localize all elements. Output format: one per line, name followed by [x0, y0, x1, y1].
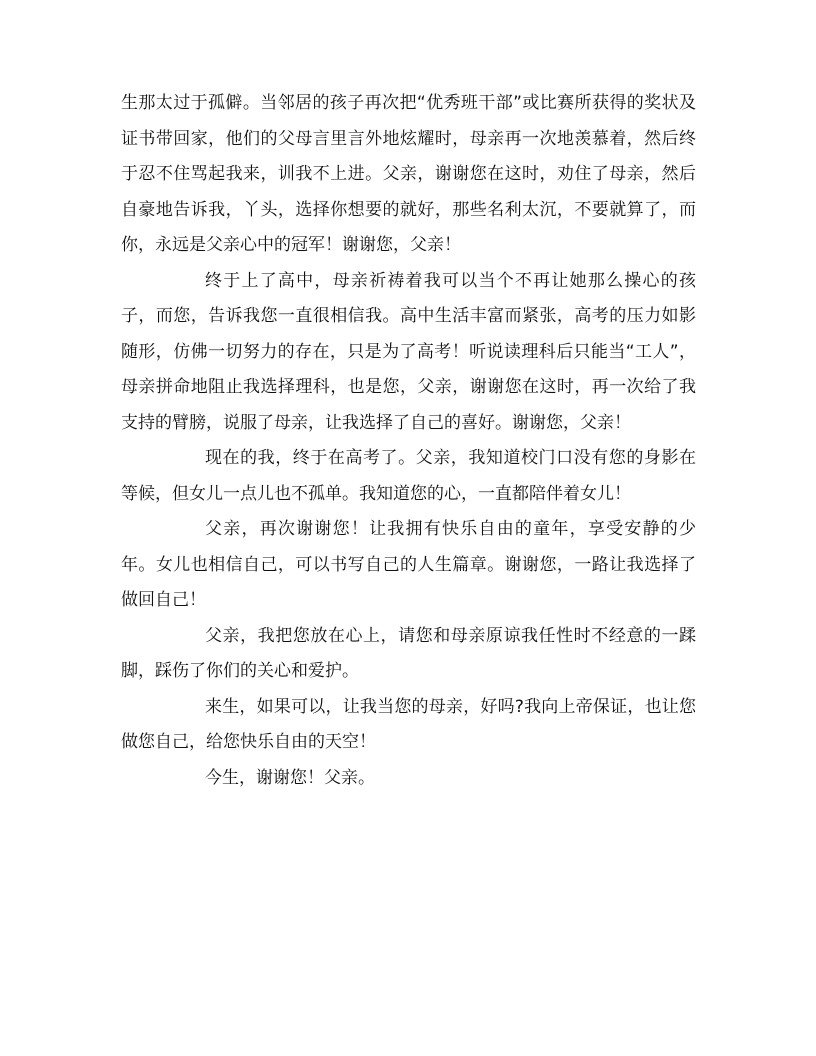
paragraph-7: 今生，谢谢您！父亲。	[205, 767, 375, 788]
paragraph-4: 父亲，再次谢谢您！让我拥有快乐自由的童年，享受安静的少年。女儿也相信自己，可以书写自己的人生篇章。谢谢您，一路让我选择了做回自己！	[121, 519, 696, 610]
paragraph-3: 现在的我，终于在高考了。父亲，我知道校门口没有您的身影在等候，但女儿一点儿也不孤单。我知道您的心，一直都陪伴着女儿！	[121, 448, 696, 504]
paragraph-2: 终于上了高中，母亲祈祷着我可以当个不再让她那么操心的孩子，而您，告诉我您一直很相信我。高中生活丰富而紧张，高考的压力如影随形，仿佛一切努力的存在，只是为了高考！听说读理科后只能当“工人”，母亲拼命地阻止我选择理科，也是您，父亲，谢谢您在这时，再一次给了我支持的臂膀，说服了母亲，让我选择了自己的喜好。谢谢您，父亲！	[121, 270, 696, 433]
article-body	[121, 86, 696, 796]
paragraph-5: 父亲，我把您放在心上，请您和母亲原谅我任性时不经意的一蹂脚，踩伤了你们的关心和爱护。	[121, 625, 696, 681]
paragraph-6: 来生，如果可以，让我当您的母亲，好吗?我向上帝保证，也让您做您自己，给您快乐自由的天空！	[121, 696, 696, 752]
paragraph-1: 生那太过于孤僻。当邻居的孩子再次把“优秀班干部”或比赛所获得的奖状及证书带回家，他们的父母言里言外地炫耀时，母亲再一次地羡慕着，然后终于忍不住骂起我来，训我不上进。父亲，谢谢您在这时，劝住了母亲，然后自豪地告诉我，丫头，选择你想要的就好，那些名利太沉，不要就算了，而你，永远是父亲心中的冠军！谢谢您，父亲！	[121, 93, 696, 255]
